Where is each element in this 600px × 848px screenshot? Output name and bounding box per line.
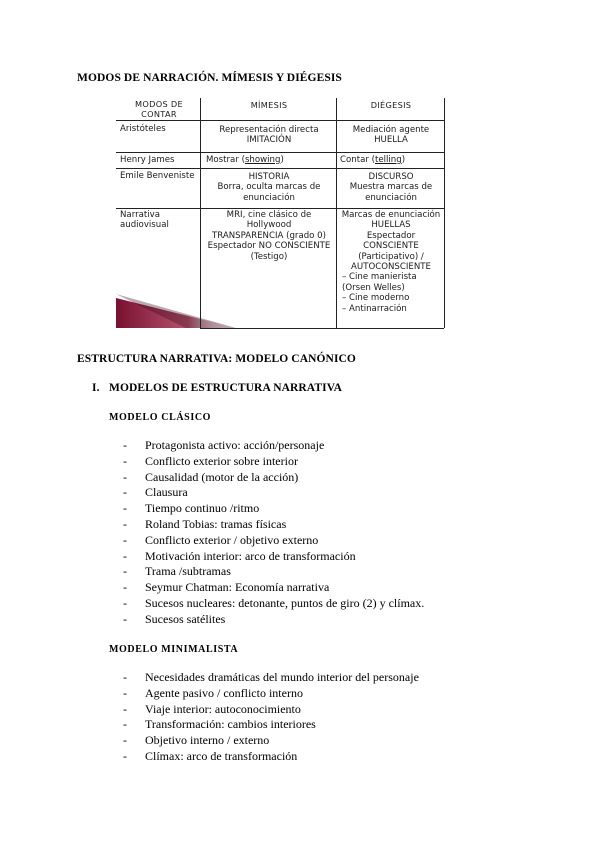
row-author: Emile Benveniste bbox=[120, 171, 195, 181]
list-item: - Sucesos nucleares: detonante, puntos de giro (2) y clímax. bbox=[123, 596, 424, 612]
heading-modos: MODOS DE NARRACIÓN. MÍMESIS Y DIÉGESIS bbox=[77, 72, 342, 84]
table-rule bbox=[116, 168, 444, 169]
list-item: - Causalidad (motor de la acción) bbox=[123, 470, 424, 486]
table-header-mimesis: MÍMESIS bbox=[250, 100, 288, 110]
table-rule bbox=[444, 98, 445, 328]
section-number: I. bbox=[92, 382, 100, 394]
list-item: - Conflicto exterior sobre interior bbox=[123, 454, 424, 470]
row-mimesis: HISTORIA Borra, oculta marcas de enunciación bbox=[217, 172, 321, 203]
list-item: - Transformación: cambios interiores bbox=[123, 717, 419, 733]
row-author: Narrativa audiovisual bbox=[120, 210, 169, 231]
row-mimesis: MRI, cine clásico de Hollywood TRANSPARENCIA (grado 0) Espectador NO CONSCIENTE (Testigo) bbox=[207, 210, 331, 262]
table-rule bbox=[116, 208, 444, 209]
row-diegesis: Mediación agente HUELLA bbox=[352, 125, 430, 146]
list-item: - Sucesos satélites bbox=[123, 612, 424, 628]
list-item: - Trama /subtramas bbox=[123, 564, 424, 580]
list-item: - Roland Tobias: tramas físicas bbox=[123, 517, 424, 533]
row-diegesis: Marcas de enunciación HUELLAS Espectador CONSCIENTE (Participativo) / AUTOCONSCIENTE – Cine manierista (Orsen Welles) – Cine moderno – Antinarración bbox=[341, 210, 441, 314]
modos-table bbox=[116, 98, 444, 328]
list-item: - Clausura bbox=[123, 485, 424, 501]
row-diegesis: Contar (telling) bbox=[340, 155, 406, 165]
heading-estructura: ESTRUCTURA NARRATIVA: MODELO CANÓNICO bbox=[77, 353, 356, 365]
list-item: - Agente pasivo / conflicto interno bbox=[123, 686, 419, 702]
row-diegesis: DISCURSO Muestra marcas de enunciación bbox=[349, 172, 433, 203]
list-item: - Clímax: arco de transformación bbox=[123, 749, 419, 765]
list-item: - Motivación interior: arco de transformación bbox=[123, 549, 424, 565]
list-item: - Necesidades dramáticas del mundo interior del personaje bbox=[123, 670, 419, 686]
list-item: - Tiempo continuo /ritmo bbox=[123, 501, 424, 517]
table-rule bbox=[200, 98, 201, 328]
list-item: - Conflicto exterior / objetivo externo bbox=[123, 533, 424, 549]
row-author: Henry James bbox=[120, 155, 175, 165]
table-rule bbox=[200, 328, 444, 329]
modelo-clasico-title: MODELO CLÁSICO bbox=[109, 412, 212, 423]
table-rule bbox=[116, 120, 444, 121]
list-item: - Viaje interior: autoconocimiento bbox=[123, 702, 419, 718]
section-title: MODELOS DE ESTRUCTURA NARRATIVA bbox=[109, 382, 343, 394]
row-author: Aristóteles bbox=[120, 124, 166, 134]
modelo-clasico-list bbox=[123, 438, 424, 628]
list-item: - Objetivo interno / externo bbox=[123, 733, 419, 749]
list-item: - Protagonista activo: acción/personaje bbox=[123, 438, 424, 454]
modelo-minimalista-list bbox=[123, 670, 419, 765]
modelo-minimalista-title: MODELO MINIMALISTA bbox=[109, 644, 239, 655]
row-mimesis: Mostrar (showing) bbox=[206, 155, 284, 165]
row-mimesis: Representación directa IMITACIÓN bbox=[219, 125, 319, 146]
table-header-modos: MODOS DE CONTAR bbox=[135, 99, 183, 120]
table-header-diegesis: DIÉGESIS bbox=[370, 100, 412, 110]
table-rule bbox=[116, 152, 444, 153]
list-item: - Seymur Chatman: Economía narrativa bbox=[123, 580, 424, 596]
table-rule bbox=[336, 98, 337, 328]
